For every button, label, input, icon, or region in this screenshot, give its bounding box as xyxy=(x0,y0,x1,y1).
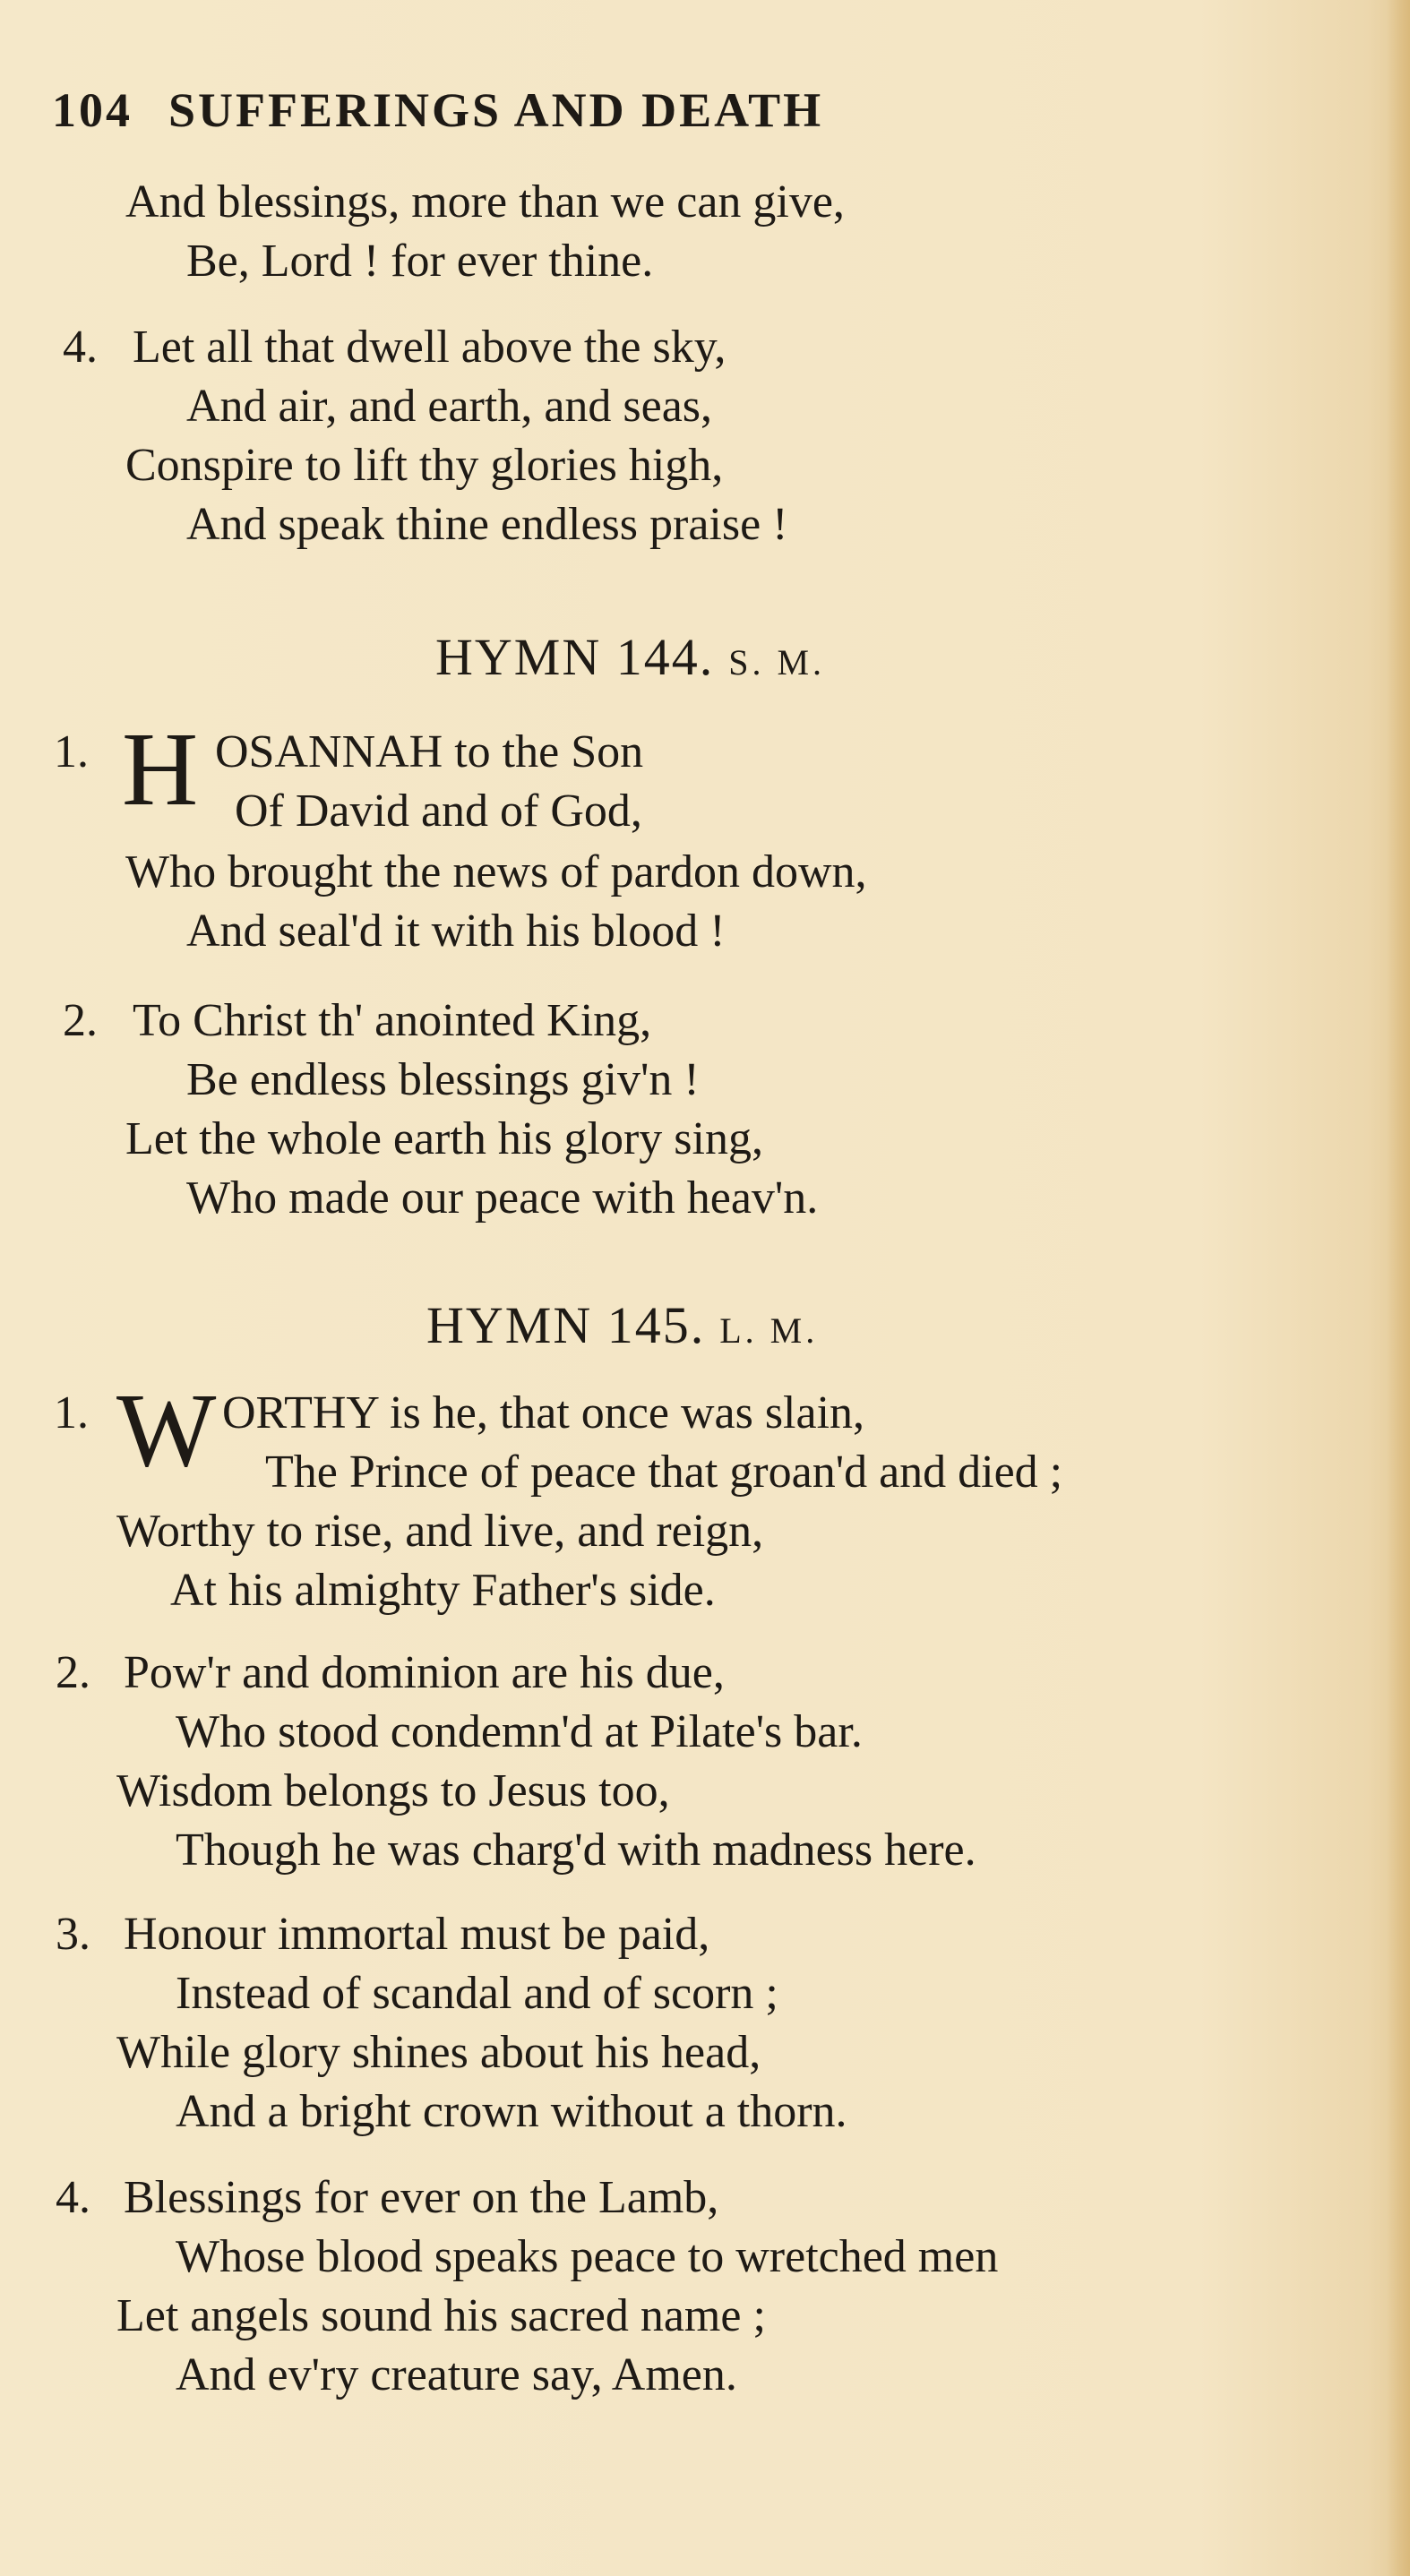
hymn-meter: S. M. xyxy=(728,642,826,683)
verse-line: Instead of scandal and of scorn ; xyxy=(176,1968,778,2019)
hymn-144-title xyxy=(435,627,825,687)
verse-line: Who made our peace with heav'n. xyxy=(186,1172,819,1224)
verse-line: Be endless blessings giv'n ! xyxy=(186,1054,700,1105)
page-number: 104 xyxy=(52,83,133,137)
verse-line: Worthy to rise, and live, and reign, xyxy=(116,1506,764,1557)
verse-line: Wisdom belongs to Jesus too, xyxy=(116,1765,670,1816)
verse-line: Who stood condemn'd at Pilate's bar. xyxy=(176,1706,863,1757)
stanza-number: 1. xyxy=(54,726,89,777)
hymn-number: HYMN 144. xyxy=(435,628,715,686)
page-edge-shadow xyxy=(1387,0,1410,2576)
verse-line: To Christ th' anointed King, xyxy=(133,995,652,1046)
hymn-meter: L. M. xyxy=(719,1310,819,1351)
stanza-number: 3. xyxy=(56,1909,90,1960)
running-header xyxy=(52,82,823,138)
verse-line: The Prince of peace that groan'd and died ; xyxy=(265,1447,1063,1498)
verse-line: Pow'r and dominion are his due, xyxy=(124,1647,725,1698)
verse-line: Blessings for ever on the Lamb, xyxy=(124,2172,719,2223)
verse-line: And air, and earth, and seas, xyxy=(186,381,713,432)
drop-cap: W xyxy=(116,1371,217,1489)
stanza-number: 2. xyxy=(56,1647,90,1698)
stanza-number: 1. xyxy=(54,1387,89,1438)
verse-line: Let angels sound his sacred name ; xyxy=(116,2290,766,2341)
verse-line: And ev'ry creature say, Amen. xyxy=(176,2349,737,2400)
stanza-number: 4. xyxy=(63,322,98,373)
verse-line: Of David and of God, xyxy=(235,786,642,837)
verse-line: And seal'd it with his blood ! xyxy=(186,906,726,957)
verse-line: OSANNAH to the Son xyxy=(215,726,644,777)
verse-line: Who brought the news of pardon down, xyxy=(125,846,867,897)
verse-line: Let all that dwell above the sky, xyxy=(133,322,726,373)
hymn-number: HYMN 145. xyxy=(426,1296,706,1354)
verse-line: ORTHY is he, that once was slain, xyxy=(222,1387,865,1438)
verse-line: Let the whole earth his glory sing, xyxy=(125,1113,763,1164)
stanza-number: 2. xyxy=(63,995,98,1046)
verse-line: And a bright crown without a thorn. xyxy=(176,2086,847,2137)
verse-line: Be, Lord ! for ever thine. xyxy=(186,236,654,287)
verse-line: Honour immortal must be paid, xyxy=(124,1909,710,1960)
verse-line: While glory shines about his head, xyxy=(116,2027,761,2078)
hymn-145-title xyxy=(426,1295,818,1355)
verse-line: And speak thine endless praise ! xyxy=(186,499,788,550)
verse-line: At his almighty Father's side. xyxy=(170,1565,716,1616)
verse-line: Conspire to lift thy glories high, xyxy=(125,440,724,491)
drop-cap: H xyxy=(122,710,199,828)
stanza-number: 4. xyxy=(56,2172,90,2223)
running-title: SUFFERINGS AND DEATH xyxy=(168,83,824,137)
verse-line: Though he was charg'd with madness here. xyxy=(176,1825,976,1876)
verse-line: And blessings, more than we can give, xyxy=(125,176,845,228)
verse-line: Whose blood speaks peace to wretched men xyxy=(176,2231,999,2282)
